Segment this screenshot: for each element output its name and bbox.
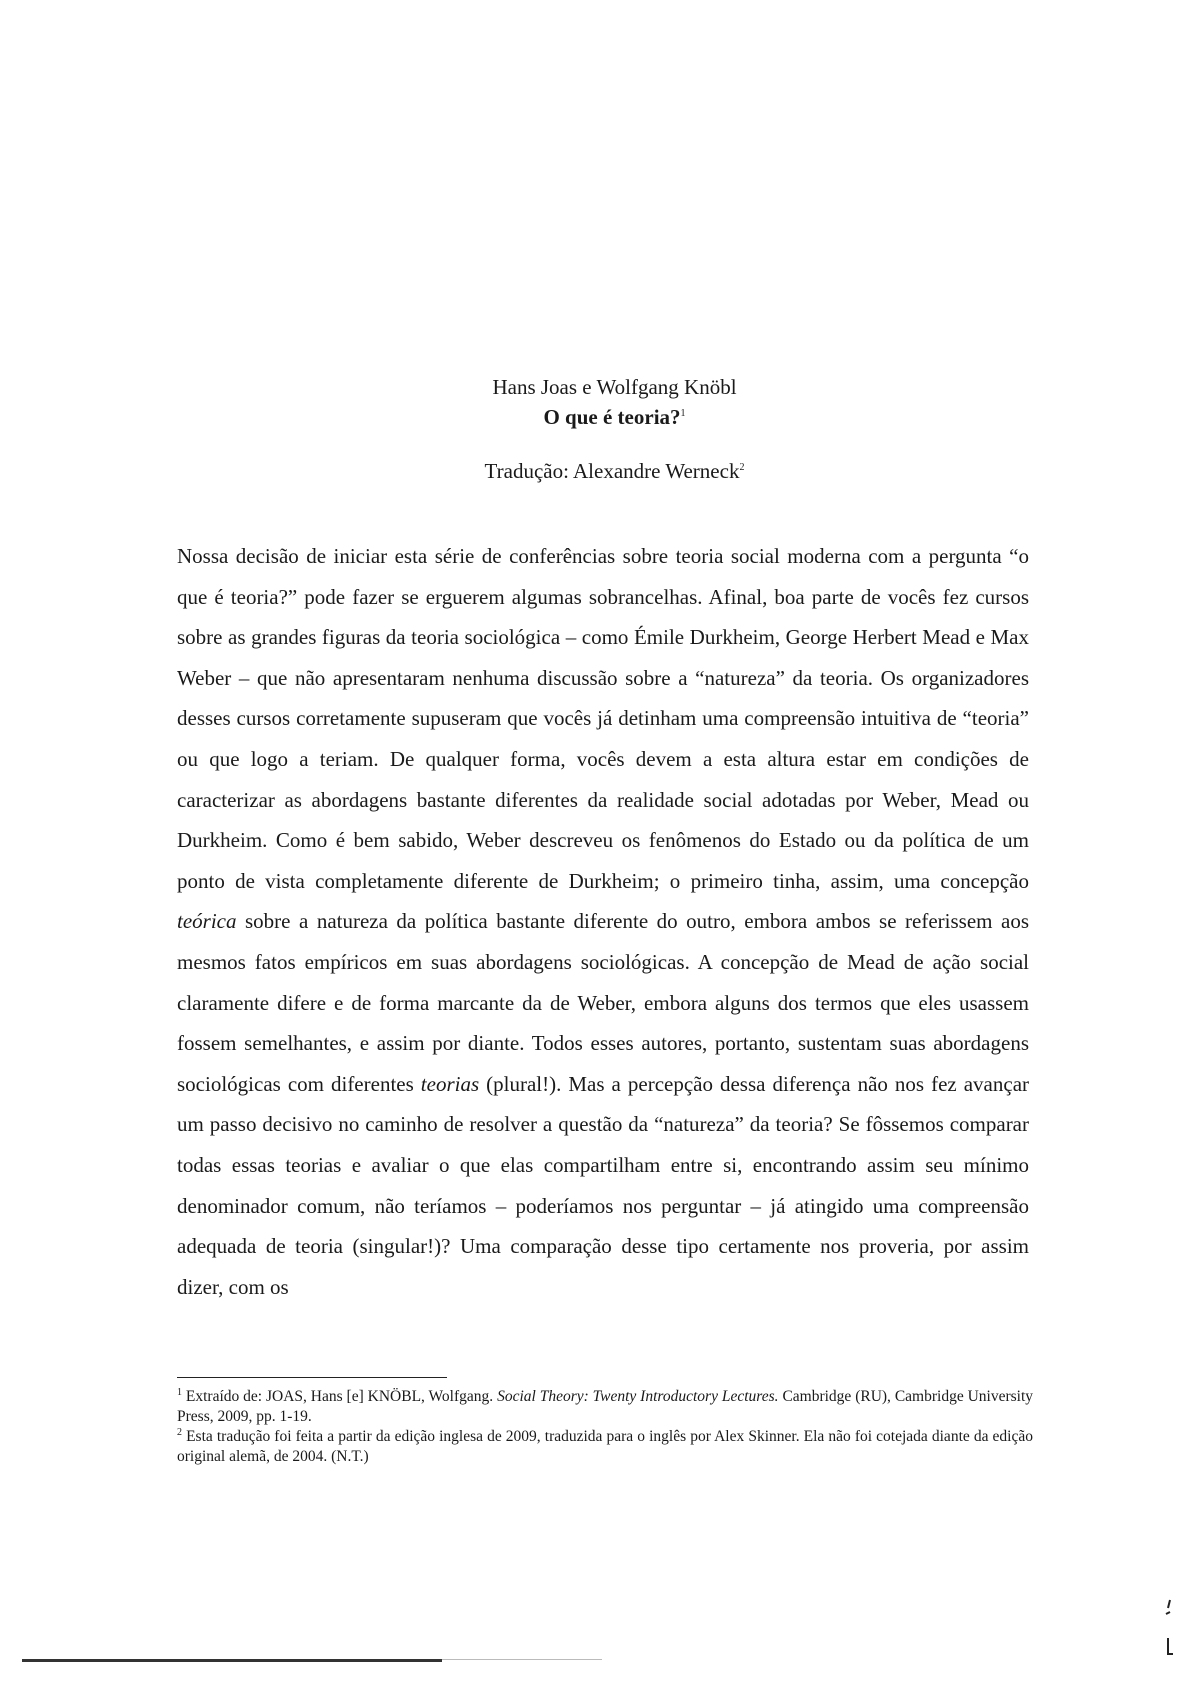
paragraph-part-1: Nossa decisão de iniciar esta série de conferências sobre teoria social moderna com a pergunta “o que é teoria?” pode fazer se erguerem algumas sobrancelhas. Afinal, boa parte de vocês fez cursos sobre as grandes figuras da teoria sociológica – como Émile Durkheim, George Herbert Mead e Max Weber – que não apresentaram nenhuma discussão sobre a “natureza” da teoria. Os organizadores desses cursos corretamente supuseram que vocês já detinham uma compreensão intuitiva de “teoria” ou que logo a teriam. De qualquer forma, vocês devem a esta altura estar em condições de caracterizar as abordagens bastante diferentes da realidade social adotadas por Weber, Mead ou Durkheim. Como é bem sabido, Weber descreveu os fenômenos do Estado ou da política de um ponto de vista completamente diferente de Durkheim; o primeiro tinha, assim, uma concepção (177, 544, 1029, 893)
paragraph-1 (177, 536, 1029, 1307)
footnote-number: 2 (177, 1426, 182, 1438)
title-text: O que é teoria? (543, 405, 681, 429)
footnote-number: 1 (177, 1386, 182, 1398)
article-header (0, 372, 1191, 486)
footnote-1-publisher: Cambridge (RU), Cambridge University Press, 2009, pp. 1-19. (177, 1388, 1034, 1425)
authors-line: Hans Joas e Wolfgang Knöbl (492, 375, 737, 399)
footnote-1-book-title: Social Theory: Twenty Introductory Lectures. (497, 1388, 779, 1405)
footnote-divider (177, 1377, 447, 1378)
paragraph-part-2: sobre a natureza da política bastante diferente do outro, embora ambos se referissem aos mesmos fatos empíricos em suas abordagens sociológicas. A concepção de Mead de ação social claramente difere e de forma marcante da de Weber, embora alguns dos termos que eles usassem fossem semelhantes, e assim por diante. Todos esses autores, portanto, sustentam suas abordagens sociológicas com diferentes (177, 909, 1029, 1096)
footnote-ref-1[interactable]: 1 (680, 408, 686, 419)
scan-edge-line (22, 1659, 442, 1662)
footnotes-section (177, 1387, 1033, 1467)
translator-line (38, 456, 1191, 486)
paragraph-part-3: (plural!). Mas a percepção dessa diferença não nos fez avançar um passo decisivo no caminho de resolver a questão da “natureza” da teoria? Se fôssemos comparar todas essas teorias e avaliar o que elas compartilham entre si, encontrando assim seu mínimo denominador comum, não teríamos – poderíamos nos perguntar – já atingido uma compreensão adequada de teoria (singular!)? Uma comparação desse tipo certamente nos proveria, por assim dizer, com os (177, 1071, 1030, 1299)
emphasis-teorica: teórica (177, 909, 237, 934)
emphasis-teorias: teorias (420, 1071, 480, 1096)
scan-corner-mark-icon (1164, 1598, 1174, 1658)
footnote-ref-2[interactable]: 2 (739, 462, 745, 473)
footnote-1 (177, 1387, 1033, 1427)
article-title (38, 402, 1191, 432)
footnote-2-text: Esta tradução foi feita a partir da edição inglesa de 2009, traduzida para o inglês por Alex Skinner. Ela não foi cotejada diante da edição original alemã, de 2004. (N.T.) (177, 1428, 1033, 1465)
scan-edge-line-faint (442, 1659, 602, 1660)
footnote-2 (177, 1427, 1033, 1467)
footnote-1-text: Extraído de: JOAS, Hans [e] KNÖBL, Wolfgang. (185, 1388, 494, 1405)
translator-text: Tradução: Alexandre Werneck (484, 459, 740, 483)
body-paragraph (177, 536, 1029, 1307)
